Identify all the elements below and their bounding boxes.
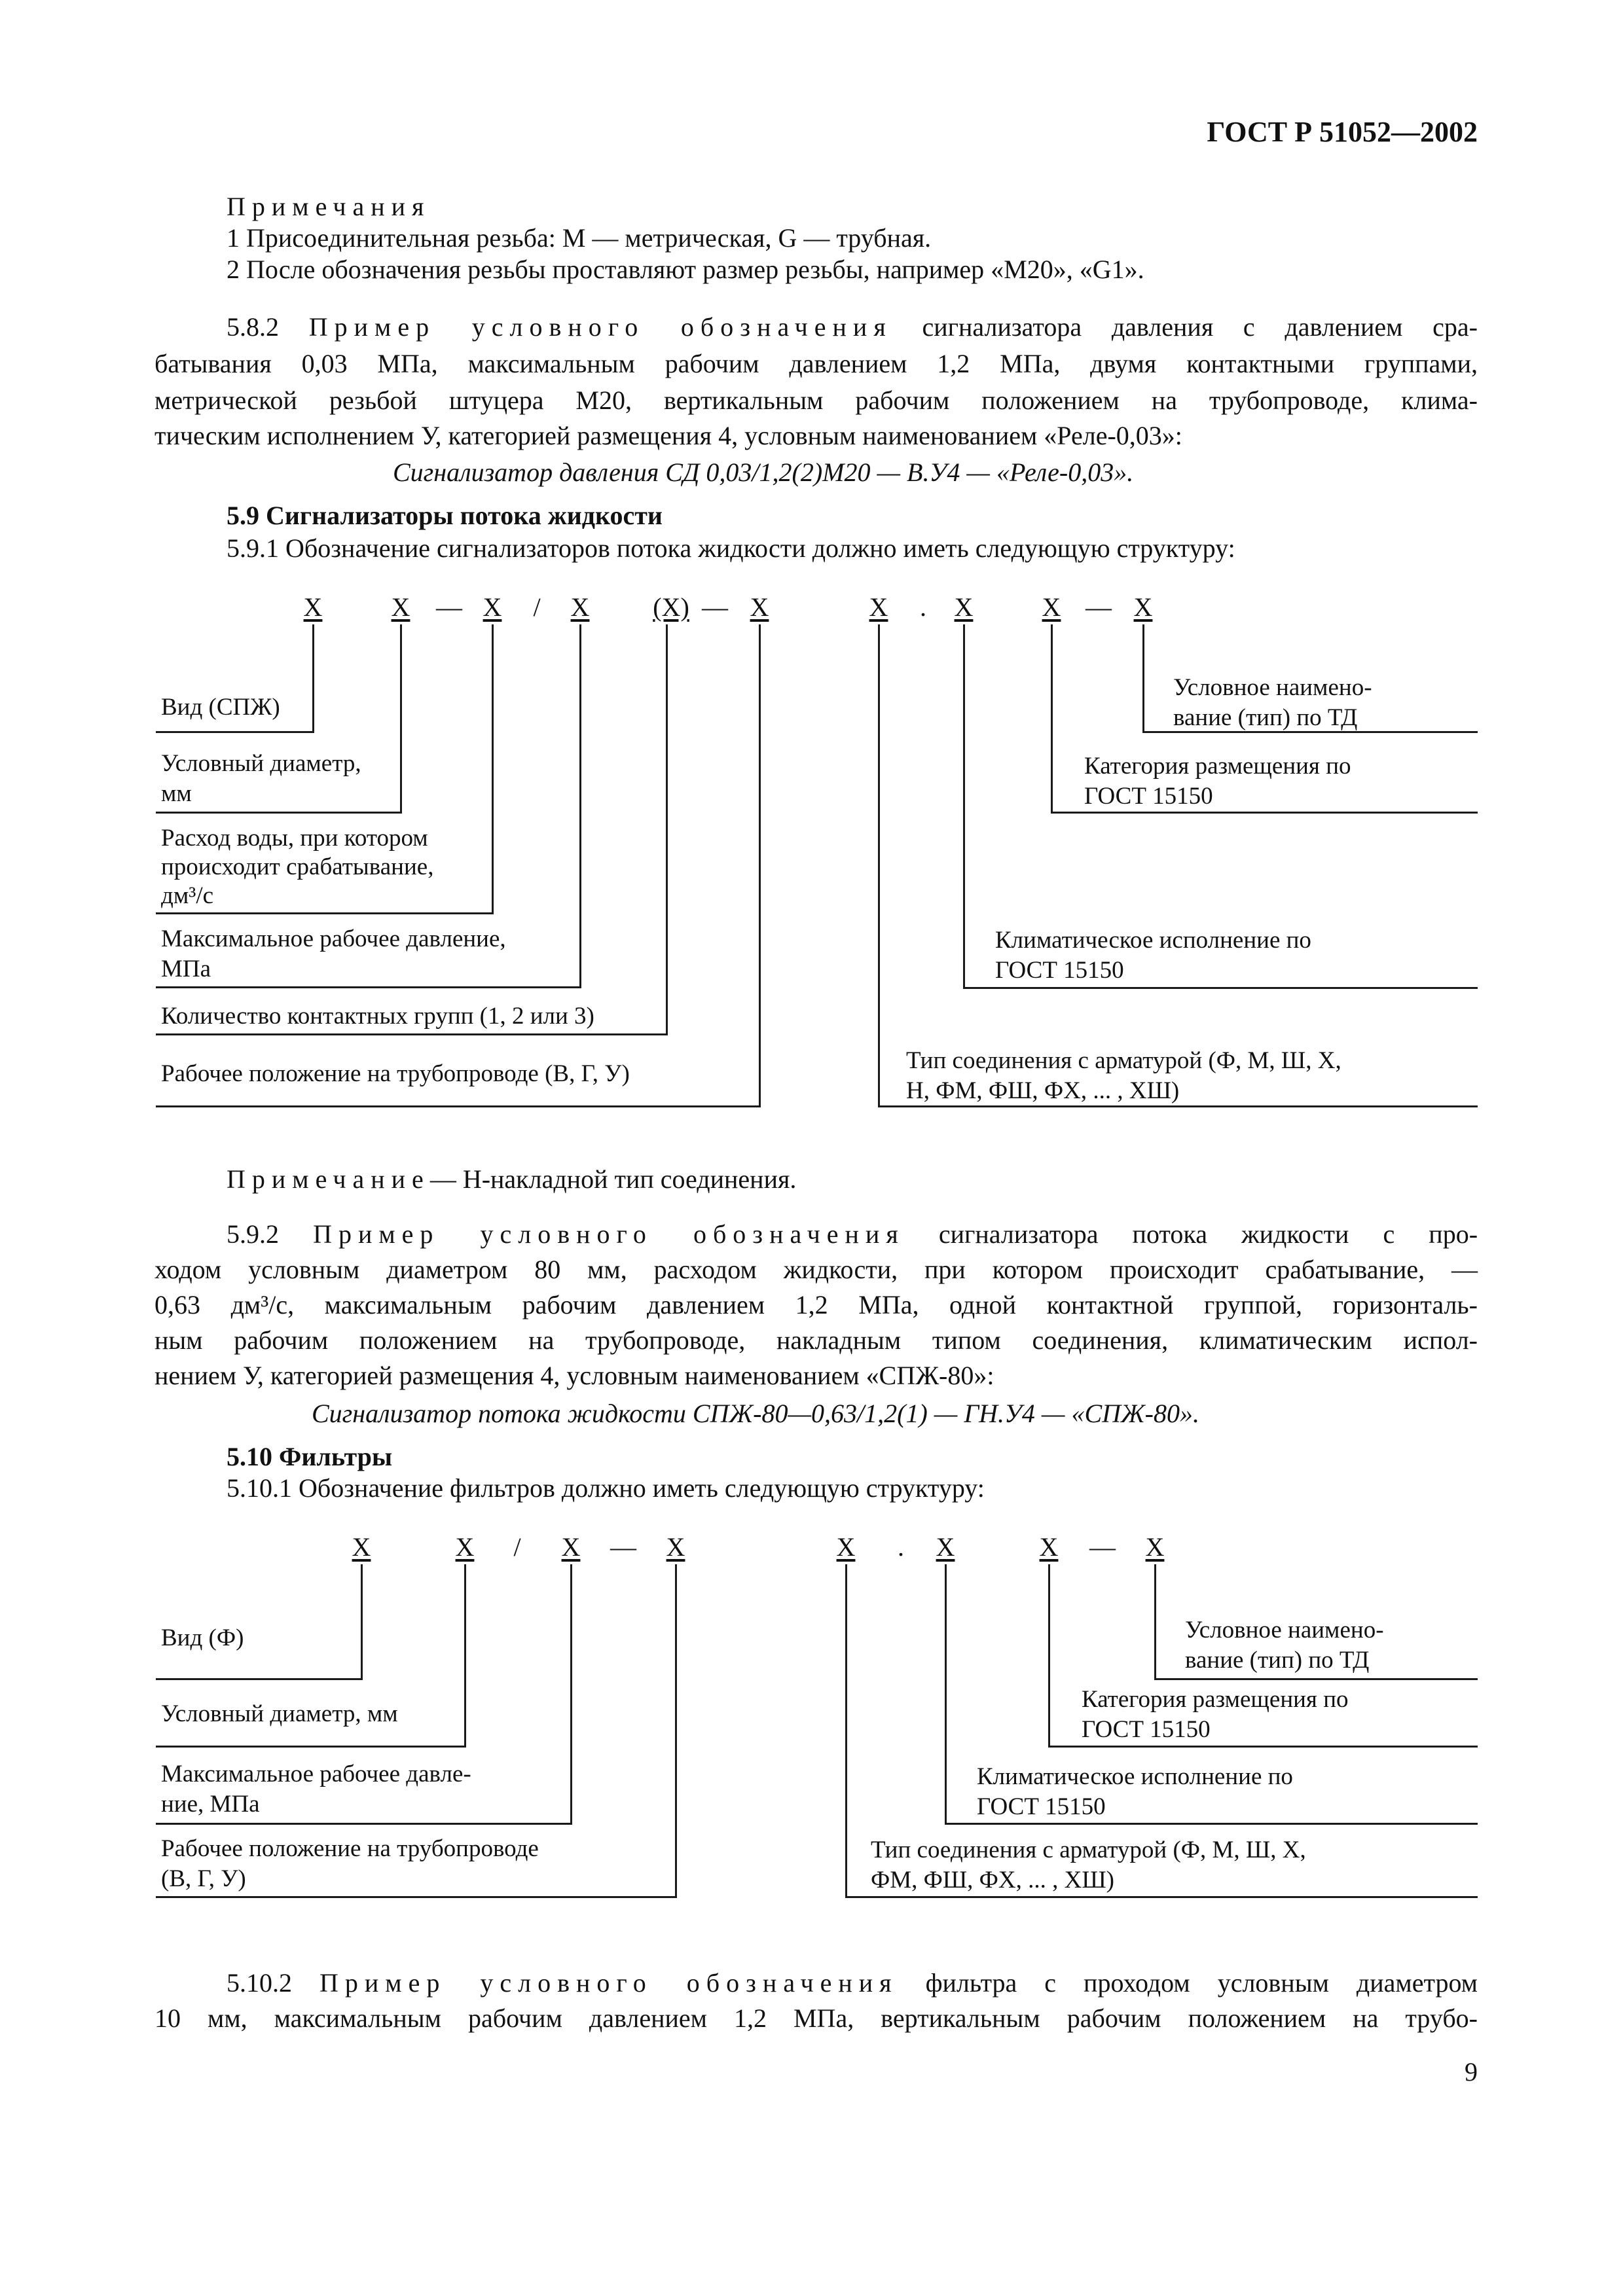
paragraph-text: сигнализатора давления с давлением сра- <box>922 312 1478 342</box>
symbol: Х <box>483 592 502 622</box>
designation-example-5-8-2: Сигнализатор давления СД 0,03/1,2(2)М20 — В.У4 — «Реле-0,03». <box>393 457 1134 487</box>
label-placement-category: Категория размещения по <box>1082 1686 1349 1713</box>
symbol: Х <box>1042 592 1061 622</box>
label-underline <box>156 1105 761 1107</box>
section-title-5-9: 5.9 Сигнализаторы потока жидкости <box>227 501 663 530</box>
leader-line <box>878 624 880 1107</box>
label-nominal-diameter: Условный диаметр, мм <box>161 1700 398 1727</box>
paragraph-5-8-2-line-4: тическим исполнением У, категорией размещения 4, условным наименованием «Реле-0,03»: <box>155 421 1182 450</box>
label-placement-category: Категория размещения по <box>1084 753 1351 780</box>
label-max-pressure: Максимальное рабочее давление, <box>161 925 506 952</box>
symbol: Х <box>303 592 323 622</box>
symbol: Х <box>570 592 590 622</box>
paragraph-text: сигнализатора потока жидкости с про- <box>938 1219 1478 1249</box>
label-underline <box>156 1823 572 1825</box>
symbol: — <box>1089 1532 1116 1562</box>
leader-line <box>579 624 581 988</box>
section-title-5-10: 5.10 Фильтры <box>227 1442 393 1471</box>
label-max-pressure-unit: МПа <box>161 956 211 982</box>
paragraph-5-10-2-line-1 <box>227 1966 1478 2000</box>
label-water-flow: Расход воды, при котором <box>161 825 428 852</box>
page-number: 9 <box>1465 2057 1478 2087</box>
note-5-9 <box>227 1162 796 1196</box>
label-underline <box>1154 1678 1478 1680</box>
symbol: — <box>436 592 462 622</box>
paragraph-5-9-2-line-3: 0,63 дм³/с, максимальным рабочим давлением 1,2 МПа, одной контактной группой, горизонталь- <box>155 1290 1478 1319</box>
symbol: Х <box>391 592 410 622</box>
label-connection-type: Тип соединения с арматурой (Ф, М, Ш, Х, <box>906 1047 1341 1074</box>
clause-number: 5.9.2 <box>227 1219 279 1249</box>
leader-line <box>464 1564 466 1748</box>
label-underline <box>156 986 581 988</box>
label-placement-category-2: ГОСТ 15150 <box>1082 1716 1211 1743</box>
leader-line <box>312 624 314 733</box>
label-nominal-diameter: Условный диаметр, <box>161 750 361 777</box>
label-connection-type: Тип соединения с арматурой (Ф, М, Ш, Х, <box>871 1837 1306 1863</box>
paragraph-5-8-2-line-1 <box>227 310 1478 344</box>
note-item-2: 2 После обозначения резьбы проставляют размер резьбы, например «М20», «G1». <box>227 255 1144 284</box>
label-type: Вид (Ф) <box>161 1624 244 1651</box>
label-working-position: Рабочее положение на трубопроводе (В, Г, У) <box>161 1060 630 1087</box>
symbol: / <box>513 1532 521 1562</box>
leader-line <box>845 1564 847 1898</box>
leader-line <box>1048 1564 1050 1748</box>
label-conditional-name-2: вание (тип) по ТД <box>1173 704 1358 731</box>
clause-number: 5.8.2 <box>227 312 279 342</box>
label-climatic-version: Климатическое исполнение по <box>995 927 1311 954</box>
leader-line <box>361 1564 363 1680</box>
label-underline <box>1048 1746 1478 1748</box>
label-water-flow-2: происходит срабатывание, <box>161 853 434 880</box>
spaced-term: Пример условного обозначения <box>308 312 892 342</box>
paragraph-5-9-2-line-5: нением У, категорией размещения 4, условным наименованием «СПЖ-80»: <box>155 1361 994 1390</box>
leader-line <box>1051 624 1053 814</box>
symbol: — <box>1085 592 1112 622</box>
label-underline <box>945 1823 1478 1825</box>
symbol: — <box>610 1532 636 1562</box>
leader-line <box>492 624 494 914</box>
label-placement-category-2: ГОСТ 15150 <box>1084 783 1213 810</box>
leader-line <box>666 624 668 1035</box>
paragraph-5-9-2-line-1 <box>227 1217 1478 1251</box>
label-underline <box>156 1746 466 1748</box>
clause-number: 5.10.2 <box>227 1968 292 1998</box>
label-max-pressure: Максимальное рабочее давле- <box>161 1761 471 1787</box>
symbol: Х <box>869 592 888 622</box>
label-conditional-name: Условное наимено- <box>1173 674 1372 701</box>
label-working-position-2: (В, Г, У) <box>161 1865 246 1892</box>
label-max-pressure-2: ние, МПа <box>161 1791 260 1818</box>
label-working-position: Рабочее положение на трубопроводе <box>161 1835 539 1862</box>
symbol: Х <box>836 1532 856 1562</box>
symbol: / <box>533 592 541 622</box>
label-underline <box>963 987 1478 989</box>
note-text: — Н-накладной тип соединения. <box>429 1164 797 1194</box>
label-conditional-name: Условное наимено- <box>1185 1617 1384 1643</box>
symbol: Х <box>1039 1532 1059 1562</box>
symbol: . <box>898 1532 904 1562</box>
paragraph-text: фильтра с проходом условным диаметром <box>925 1968 1478 1998</box>
leader-line <box>675 1564 677 1898</box>
label-conditional-name-2: вание (тип) по ТД <box>1185 1647 1370 1674</box>
label-climatic-version: Климатическое исполнение по <box>977 1763 1293 1790</box>
symbol: — <box>702 592 728 622</box>
label-underline <box>156 1896 677 1898</box>
spaced-term: Пример условного обозначения <box>319 1968 898 1998</box>
label-underline <box>156 1678 363 1680</box>
symbol: Х <box>1145 1532 1165 1562</box>
notes-title: Примечания <box>227 192 431 221</box>
leader-line <box>759 624 761 1107</box>
label-underline <box>156 812 402 814</box>
paragraph-5-8-2-line-3: метрической резьбой штуцера М20, вертикальным рабочим положением на трубопроводе, клима- <box>155 386 1478 415</box>
note-item-1: 1 Присоединительная резьба: М — метрическая, G — трубная. <box>227 223 932 253</box>
label-nominal-diameter-unit: мм <box>161 780 192 807</box>
symbol: Х <box>1133 592 1153 622</box>
paragraph-5-9-1: 5.9.1 Обозначение сигнализаторов потока жидкости должно иметь следующую структуру: <box>227 533 1235 563</box>
label-type: Вид (СПЖ) <box>161 694 280 721</box>
symbol: . <box>920 592 926 622</box>
label-underline <box>845 1896 1478 1898</box>
leader-line <box>1154 1564 1156 1680</box>
paragraph-5-10-2-line-2: 10 мм, максимальным рабочим давлением 1,2 МПа, вертикальным рабочим положением на трубо- <box>155 2003 1478 2033</box>
paragraph-5-9-2-line-4: ным рабочим положением на трубопроводе, накладным типом соединения, климатическим испол- <box>155 1325 1478 1355</box>
label-underline <box>1051 812 1478 814</box>
label-contact-groups: Количество контактных групп (1, 2 или 3) <box>161 1003 594 1030</box>
paragraph-5-8-2-line-2: батывания 0,03 МПа, максимальным рабочим давлением 1,2 МПа, двумя контактными группами, <box>155 349 1478 378</box>
symbol: Х <box>352 1532 371 1562</box>
spaced-term: Пример условного обозначения <box>313 1219 905 1249</box>
symbol: Х <box>954 592 974 622</box>
symbol: Х <box>936 1532 955 1562</box>
leader-line <box>945 1564 947 1825</box>
document-header: ГОСТ Р 51052—2002 <box>1207 116 1478 148</box>
label-underline <box>156 731 314 733</box>
label-climatic-version-2: ГОСТ 15150 <box>977 1793 1106 1820</box>
label-connection-type-2: ФМ, ФШ, ФХ, ... , ХШ) <box>871 1867 1115 1893</box>
symbol: Х <box>561 1532 581 1562</box>
leader-line <box>570 1564 572 1825</box>
label-water-flow-unit: дм³/с <box>161 882 214 909</box>
leader-line <box>1142 624 1144 733</box>
label-underline <box>156 912 494 914</box>
label-underline <box>156 1033 668 1035</box>
symbol: (Х) <box>653 592 689 622</box>
paragraph-5-9-2-line-2: ходом условным диаметром 80 мм, расходом жидкости, при котором происходит срабатывание, — <box>155 1255 1478 1284</box>
designation-example-5-9-2: Сигнализатор потока жидкости СПЖ-80—0,63/1,2(1) — ГН.У4 — «СПЖ-80». <box>312 1399 1199 1428</box>
paragraph-5-10-1: 5.10.1 Обозначение фильтров должно иметь следующую структуру: <box>227 1473 985 1503</box>
note-label: Примечание <box>227 1164 430 1194</box>
leader-line <box>400 624 402 814</box>
label-connection-type-2: Н, ФМ, ФШ, ФХ, ... , ХШ) <box>906 1077 1180 1104</box>
symbol: Х <box>455 1532 475 1562</box>
symbol: Х <box>750 592 769 622</box>
label-climatic-version-2: ГОСТ 15150 <box>995 957 1124 984</box>
leader-line <box>963 624 965 989</box>
symbol: Х <box>666 1532 685 1562</box>
